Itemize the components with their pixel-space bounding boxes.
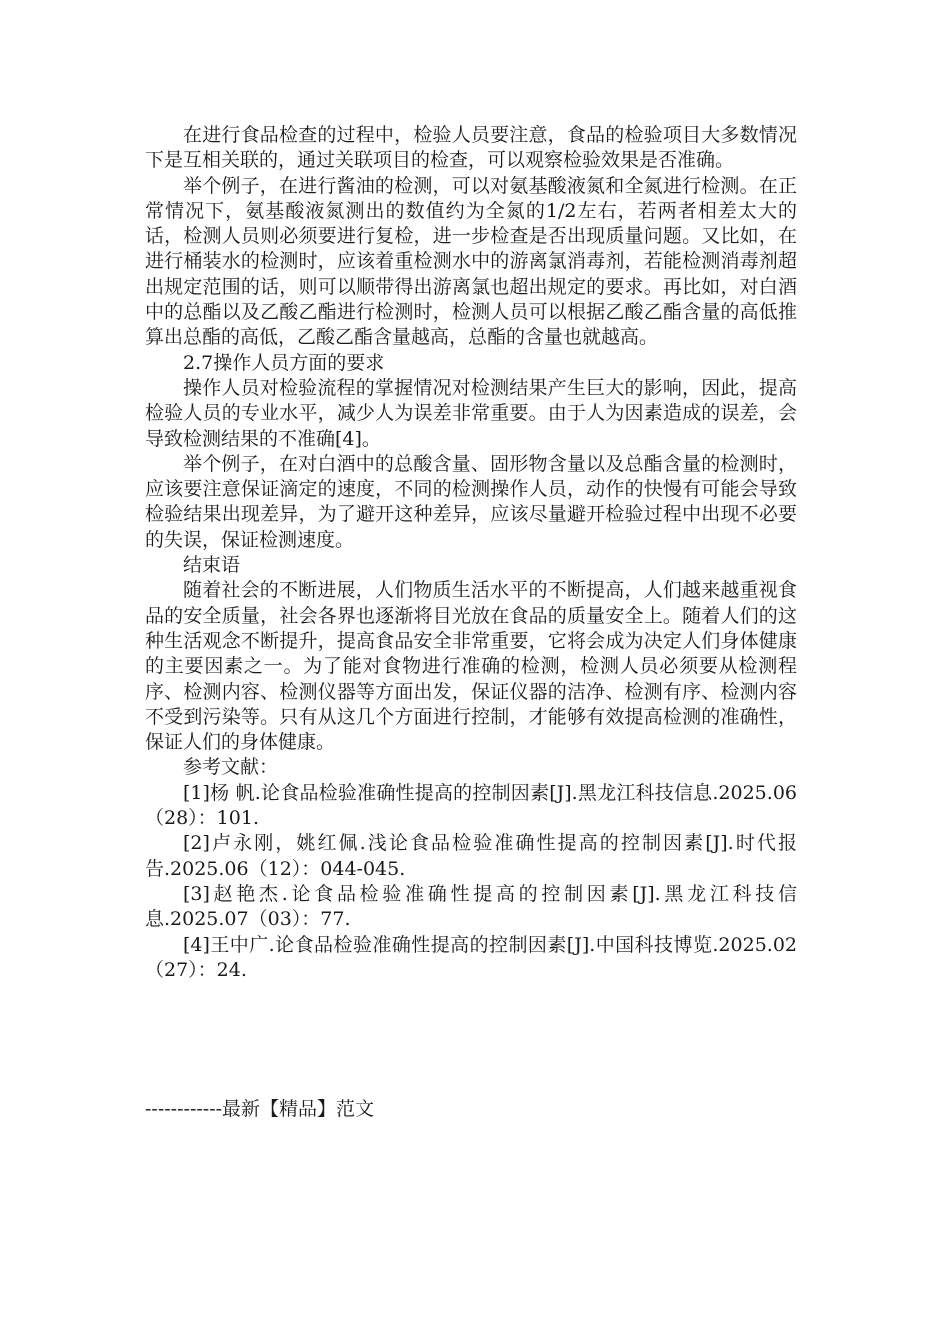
paragraph-liquor-example: 举个例子，在对白酒中的总酸含量、固形物含量以及总酯含量的检测时，应该要注意保证滴定的速度，不同的检测操作人员，动作的快慢有可能会导致检验结果出现差异，为了避开这种差异，应该尽量避开检验过程中出现不必要的失误，保证检测速度。 (145, 452, 797, 551)
paragraph-soy-sauce-example: 举个例子，在进行酱油的检测，可以对氨基酸液氮和全氮进行检测。在正常情况下，氨基酸液氮测出的数值约为全氮的1/2左右，若两者相差太大的话，检测人员则必须要进行复检，进一步检查是否出现质量问题。又比如，在进行桶装水的检测时，应该着重检测水中的游离氯消毒剂，若能检测消毒剂超出规定范围的话，则可以顺带得出游离氯也超出规定的要求。再比如，对白酒中的总酯以及乙酸乙酯进行检测时，检测人员可以根据乙酸乙酯含量的高低推算出总酯的高低，乙酸乙酯含量越高，总酯的含量也就越高。 (145, 174, 797, 349)
references-heading: 参考文献： (183, 756, 279, 779)
reference-item: [1]杨 帆.论食品检验准确性提高的控制因素[J].黑龙江科技信息.2025.06（28）：101. (145, 781, 797, 830)
reference-item: [2]卢永刚，姚红佩.浅论食品检验准确性提高的控制因素[J].时代报告.2025.06（12）：044-045. (145, 832, 797, 880)
section-heading-operator-requirements: 2.7操作人员方面的要求 (183, 351, 385, 374)
reference-item: [4]王中广.论食品检验准确性提高的控制因素[J].中国科技博览.2025.02（27）：24. (145, 933, 797, 981)
paragraph-conclusion: 随着社会的不断进展，人们物质生活水平的不断提高，人们越来越重视食品的安全质量，社会各界也逐渐将目光放在食品的质量安全上。随着人们的这种生活观念不断提升，提高食品安全非常重要，它将会成为决定人们身体健康的主要因素之一。为了能对食物进行准确的检测，检测人员必须要从检测程序、检测内容、检测仪器等方面出发，保证仪器的洁净、检测有序、检测内容不受到污染等。只有从这几个方面进行控制，才能够有效提高检测的准确性，保证人们的身体健康。 (145, 579, 797, 754)
section-heading-conclusion: 结束语 (183, 554, 241, 577)
paragraph-operator-skill: 操作人员对检验流程的掌握情况对检测结果产生巨大的影响，因此，提高检验人员的专业水平，减少人为误差非常重要。由于人为因素造成的误差，会导致检测结果的不准确[4]。 (145, 376, 797, 450)
paragraph-related-items: 在进行食品检查的过程中，检验人员要注意，食品的检验项目大多数情况下是互相关联的，通过关联项目的检查，可以观察检验效果是否准确。 (145, 124, 797, 172)
document-body (145, 123, 797, 983)
reference-item: [3]赵艳杰.论食品检验准确性提高的控制因素[J].黑龙江科技信息.2025.07（03）：77. (145, 882, 797, 931)
footer-note: ------------最新【精品】范文 (145, 1098, 375, 1120)
